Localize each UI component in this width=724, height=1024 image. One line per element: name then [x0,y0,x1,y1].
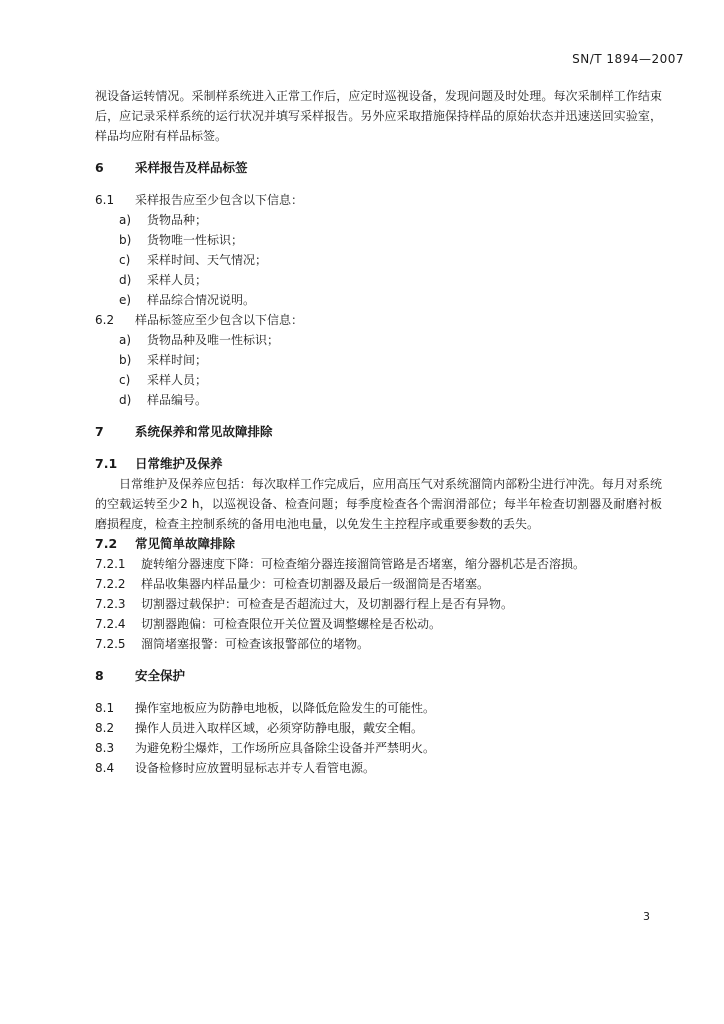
table-row: 7.2.5 溜筒堵塞报警：可检查该报警部位的堵物。 [95,637,370,651]
section-8-heading: 8 安全保护 [95,668,186,683]
list-item: d) 样品编号。 [119,393,208,407]
table-row: 7.2.3 切割器过载保护：可检查是否超流过大，及切割器行程上是否有异物。 [95,597,514,611]
section-6-heading: 6 采样报告及样品标签 [95,160,248,175]
clause-7-1-text: 日常维护及保养应包括：每次取样工作完成后，应用高压气对系统溜筒内部粉尘进行冲洗。每月对系统的空载运转至少2 h，以巡视设备、检查问题；每季度检查各个需润滑部位；每半年检查切割器及耐磨衬板磨损程度，检查主控制系统的备用电池电量，以免发生主控程序或重要参数的丢失。 [95,477,662,531]
clause-6-2: 6.2 样品标签应至少包含以下信息： [95,313,304,327]
standard-code: SN/T 1894—2007 [572,52,684,66]
intro-paragraph: 视设备运转情况。采制样系统进入正常工作后，应定时巡视设备，发现问题及时处理。每次采制样工作结束后，应记录采样系统的运行状况并填写采样报告。另外应采取措施保持样品的原始状态并迅速送回实验室，样品均应附有样品标签。 [95,89,662,143]
table-row: 7.2.2 样品收集器内样品量少：可检查切割器及最后一级溜筒是否堵塞。 [95,577,490,591]
page-number: 3 [643,910,650,923]
list-item: e) 样品综合情况说明。 [119,293,256,307]
clause-7-2-heading: 7.2 常见简单故障排除 [95,536,236,551]
list-item: 8.3 为避免粉尘爆炸，工作场所应具备除尘设备并严禁明火。 [95,741,436,755]
document-body [95,86,662,778]
list-item: 8.2 操作人员进入取样区域，必须穿防静电服，戴安全帽。 [95,721,424,735]
list-item: c) 采样时间、天气情况； [119,253,268,267]
list-item: 8.4 设备检修时应放置明显标志并专人看管电源。 [95,761,376,775]
list-item: 8.1 操作室地板应为防静电地板，以降低危险发生的可能性。 [95,701,436,715]
list-item: d) 采样人员； [119,273,208,287]
clause-7-1-heading: 7.1 日常维护及保养 [95,456,223,471]
list-item: b) 采样时间； [119,353,208,367]
table-row: 7.2.4 切割器跑偏：可检查限位开关位置及调整螺栓是否松动。 [95,617,442,631]
table-row: 7.2.1 旋转缩分器速度下降：可检查缩分器连接溜筒管路是否堵塞，缩分器机芯是否溶损。 [95,557,586,571]
list-item: c) 采样人员； [119,373,208,387]
list-item: b) 货物唯一性标识； [119,233,244,247]
clause-6-1: 6.1 采样报告应至少包含以下信息： [95,193,304,207]
section-7-heading: 7 系统保养和常见故障排除 [95,424,273,439]
list-item: a) 货物品种及唯一性标识； [119,333,280,347]
list-item: a) 货物品种； [119,213,208,227]
